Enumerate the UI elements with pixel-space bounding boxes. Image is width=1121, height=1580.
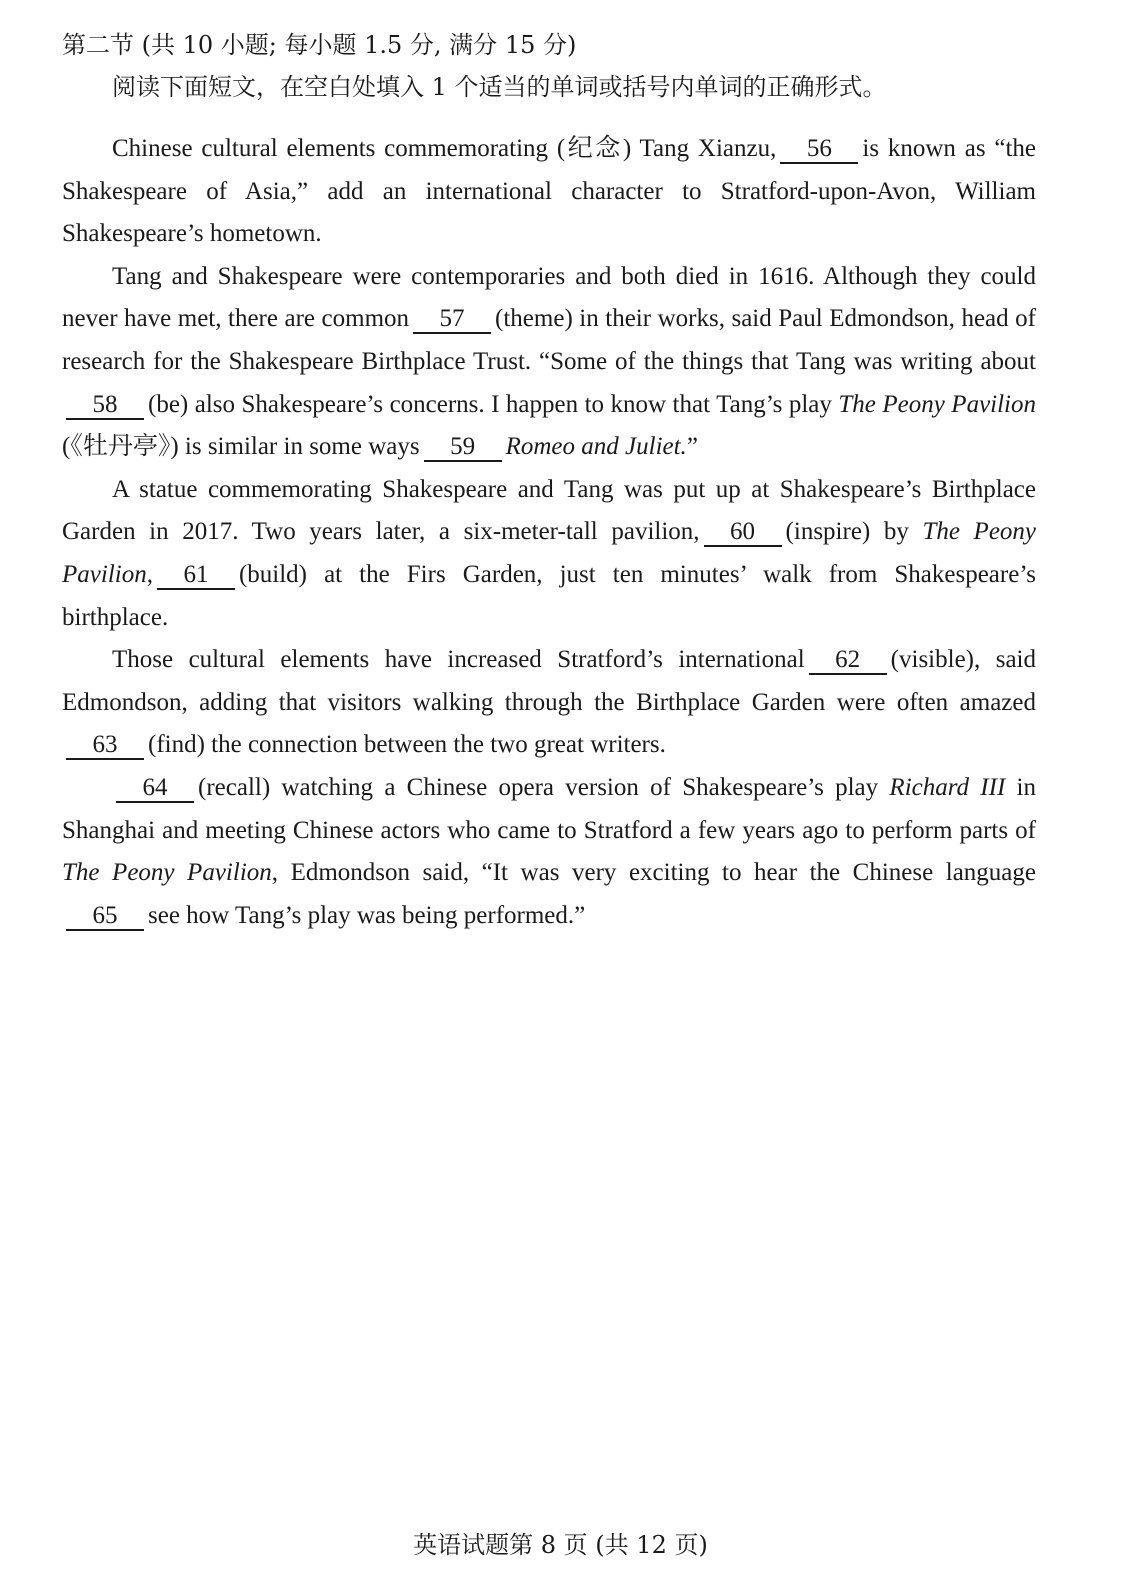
title-the-peony-pavilion: The Peony Pavilion [62,518,1037,588]
paragraph-5 [62,767,1036,937]
passage [62,128,1036,937]
page-footer: 英语试题第 8 页 (共 12 页) [413,1531,708,1559]
text-run: see how Tang’s play was being performed.” [148,901,586,929]
text-run: (recall) watching a Chinese opera version of Shakespeare’s play [198,773,879,801]
text-run: , [146,560,153,588]
text-run: (build) at the Firs Garden, just ten minutes’ walk from Shakespeare’s birthplace. [62,560,1036,631]
title-the-peony-pavilion: The Peony Pavilion [62,859,272,887]
blank-61[interactable]: 61 [157,562,235,590]
blank-58[interactable]: 58 [66,392,144,420]
section-heading: 第二节 (共 10 小题; 每小题 1.5 分, 满分 15 分) [62,31,577,59]
blank-56[interactable]: 56 [780,136,858,164]
text-run: ” [686,433,698,461]
text-run: (find) the connection between the two great writers. [148,731,666,759]
title-the-peony-pavilion: The Peony Pavilion [838,390,1036,418]
instruction-text: 阅读下面短文，在空白处填入 1 个适当的单词或括号内单词的正确形式。 [112,73,887,101]
text-run: , Edmondson said, “It was very exciting to hear the Chinese language [271,859,1036,887]
text-run: is known as “the Shakespeare of Asia,” add an international character to Stratford-upon-Avon, William Shakespeare’s hometown. [62,135,1036,248]
text-run: Those cultural elements have increased Stratford’s international [112,646,805,674]
text-run: (theme) in their works, said Paul Edmondson, head of research for the Shakespeare Birthplace Trust. “Some of the things that Tang was writing about [62,305,1036,375]
paragraph-2 [62,256,1036,469]
paragraph-1 [62,128,1036,256]
text-run: Chinese cultural elements commemorating (纪念) Tang Xianzu, [112,135,777,162]
blank-57[interactable]: 57 [413,306,491,334]
paragraph-4 [62,639,1036,767]
blank-62[interactable]: 62 [809,647,887,675]
text-run: in Shanghai and meeting Chinese actors who came to Stratford a few years ago to perform parts of [62,773,1036,844]
text-run: Tang and Shakespeare were contemporaries and both died in 1616. Although they could never have met, there are common [62,262,1036,333]
text-run: (visible), said Edmondson, adding that visitors walking through the Birthplace Garden were often amazed [62,646,1036,716]
text-run: (be) also Shakespeare’s concerns. I happen to know that Tang’s play [148,390,832,418]
blank-59[interactable]: 59 [424,434,502,462]
blank-60[interactable]: 60 [704,519,782,547]
blank-65[interactable]: 65 [66,903,144,931]
title-romeo-and-juliet: Romeo and Juliet. [505,433,687,461]
blank-63[interactable]: 63 [66,732,144,760]
text-run: A statue commemorating Shakespeare and Tang was put up at Shakespeare’s Birthplace Garden in 2017. Two years later, a six-meter-tall pavilion, [62,475,1036,546]
text-run: (inspire) by [785,518,909,546]
title-richard-iii: Richard III [889,773,1006,801]
paragraph-3 [62,469,1036,639]
text-run: (《牡丹亭》) is similar in some ways [62,433,420,461]
blank-64[interactable]: 64 [116,775,194,803]
